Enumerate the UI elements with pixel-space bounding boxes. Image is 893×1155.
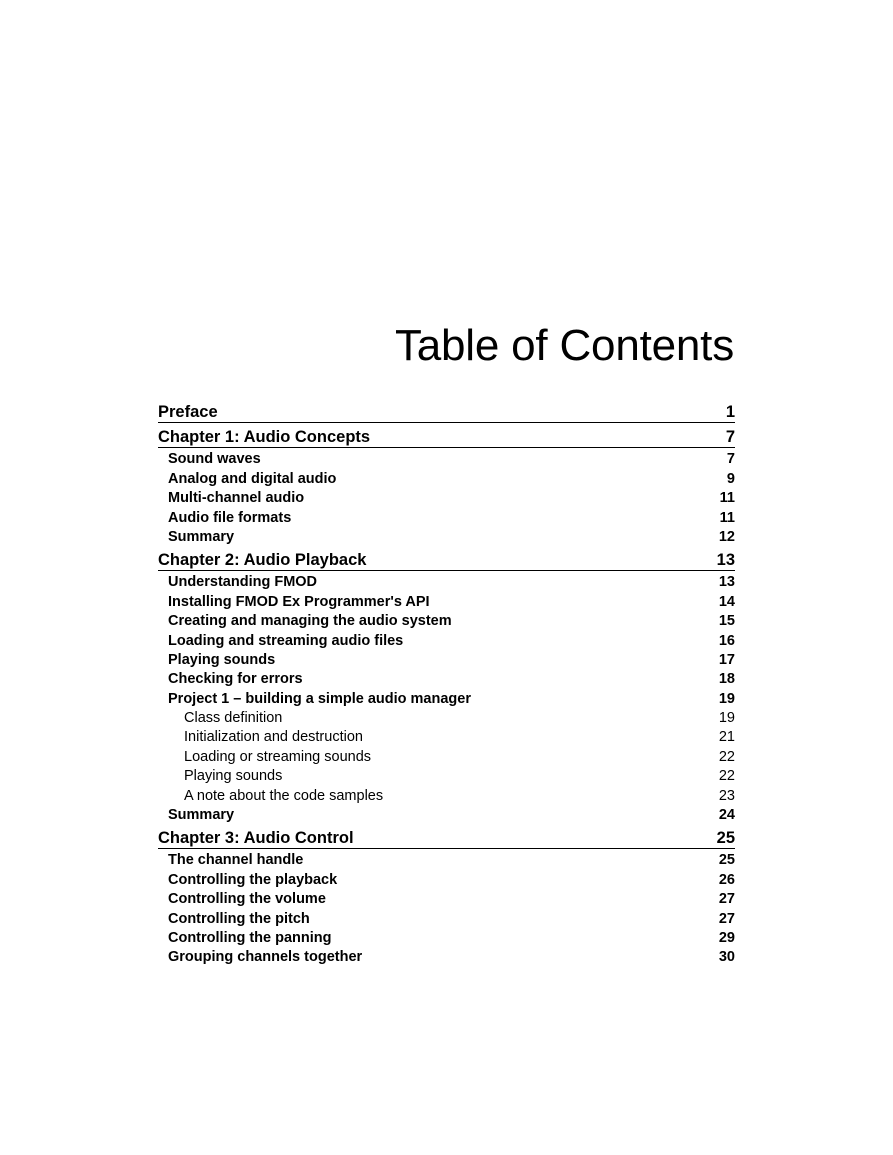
toc-entry-page-number: 12 — [718, 528, 735, 545]
toc-entry-section[interactable] — [158, 688, 735, 707]
toc-entry-label: The channel handle — [168, 852, 304, 869]
toc-entry-label: Installing FMOD Ex Programmer's API — [168, 593, 430, 610]
toc-entry-label: Grouping channels together — [168, 949, 363, 966]
page-title: Table of Contents — [394, 321, 734, 370]
toc-entry-page-number: 18 — [718, 671, 735, 688]
toc-entry-page-number: 21 — [718, 729, 735, 746]
toc-entry-page-number: 23 — [718, 787, 735, 804]
toc-entry-label: Understanding FMOD — [168, 574, 318, 591]
toc-entry-page-number: 25 — [718, 852, 735, 869]
toc-entry-label: Analog and digital audio — [168, 470, 337, 487]
toc-entry-page-number: 22 — [718, 748, 735, 765]
toc-entry-section[interactable] — [158, 928, 735, 947]
toc-entry-page-number: 27 — [718, 891, 735, 908]
toc-entry-subsection[interactable] — [158, 727, 735, 746]
table-of-contents — [158, 400, 735, 966]
toc-entry-chapter[interactable] — [158, 826, 735, 849]
toc-entry-label: Audio file formats — [168, 509, 292, 526]
toc-entry-label: Project 1 – building a simple audio manager — [168, 690, 471, 707]
toc-entry-label: Controlling the pitch — [168, 910, 310, 927]
toc-entry-chapter[interactable] — [158, 400, 735, 423]
toc-entry-section[interactable] — [158, 650, 735, 669]
toc-entry-page-number: 17 — [718, 651, 735, 668]
toc-entry-page-number: 22 — [718, 768, 735, 785]
toc-entry-section[interactable] — [158, 908, 735, 927]
toc-entry-label: Loading or streaming sounds — [184, 748, 372, 765]
toc-entry-label: Class definition — [184, 710, 283, 727]
toc-entry-section[interactable] — [158, 947, 735, 966]
toc-entry-label: Checking for errors — [168, 671, 303, 688]
toc-entry-label: Multi-channel audio — [168, 490, 305, 507]
toc-entry-page-number: 7 — [726, 451, 735, 468]
toc-entry-page-number: 19 — [718, 710, 735, 727]
toc-entry-section[interactable] — [158, 468, 735, 487]
toc-entry-section[interactable] — [158, 488, 735, 507]
toc-entry-page-number: 26 — [718, 871, 735, 888]
toc-entry-label: Controlling the panning — [168, 929, 332, 946]
toc-entry-page-number: 29 — [718, 929, 735, 946]
toc-entry-label: Chapter 1: Audio Concepts — [158, 428, 371, 446]
toc-entry-page-number: 7 — [725, 428, 735, 446]
toc-entry-section[interactable] — [158, 591, 735, 610]
toc-entry-label: Controlling the volume — [168, 891, 326, 908]
toc-entry-page-number: 14 — [718, 593, 735, 610]
toc-entry-chapter[interactable] — [158, 548, 735, 571]
toc-entry-section[interactable] — [158, 630, 735, 649]
toc-entry-label: Creating and managing the audio system — [168, 613, 452, 630]
toc-entry-chapter[interactable] — [158, 425, 735, 448]
toc-entry-page-number: 25 — [716, 829, 735, 848]
toc-entry-section[interactable] — [158, 850, 735, 869]
toc-entry-page-number: 19 — [718, 690, 735, 707]
toc-entry-section[interactable] — [158, 889, 735, 908]
toc-entry-section[interactable] — [158, 572, 735, 591]
toc-entry-subsection[interactable] — [158, 785, 735, 804]
toc-entry-page-number: 1 — [725, 403, 735, 421]
toc-entry-subsection[interactable] — [158, 746, 735, 765]
toc-entry-page-number: 24 — [718, 807, 735, 824]
toc-entry-section[interactable] — [158, 805, 735, 824]
toc-entry-page-number: 30 — [718, 949, 735, 966]
toc-entry-page-number: 16 — [718, 632, 735, 649]
toc-entry-page-number: 11 — [719, 490, 735, 507]
toc-entry-label: Summary — [168, 528, 235, 545]
toc-entry-page-number: 13 — [718, 574, 735, 591]
toc-entry-label: Controlling the playback — [168, 871, 338, 888]
toc-entry-page-number: 9 — [726, 470, 735, 487]
toc-entry-page-number: 15 — [718, 613, 735, 630]
toc-entry-section[interactable] — [158, 507, 735, 526]
toc-entry-section[interactable] — [158, 669, 735, 688]
toc-entry-subsection[interactable] — [158, 766, 735, 785]
toc-entry-subsection[interactable] — [158, 708, 735, 727]
toc-entry-label: Preface — [158, 403, 218, 421]
toc-entry-section[interactable] — [158, 869, 735, 888]
toc-entry-page-number: 11 — [719, 509, 735, 526]
toc-entry-section[interactable] — [158, 527, 735, 546]
toc-entry-page-number: 27 — [718, 910, 735, 927]
toc-entry-label: Loading and streaming audio files — [168, 632, 404, 649]
toc-entry-label: Playing sounds — [168, 651, 276, 668]
toc-entry-label: Chapter 3: Audio Control — [158, 829, 354, 848]
toc-entry-page-number: 13 — [716, 550, 735, 569]
toc-entry-label: Initialization and destruction — [184, 729, 363, 746]
toc-entry-label: Chapter 2: Audio Playback — [158, 550, 367, 569]
toc-entry-section[interactable] — [158, 611, 735, 630]
toc-entry-label: Summary — [168, 807, 235, 824]
toc-entry-label: A note about the code samples — [184, 787, 384, 804]
toc-entry-label: Sound waves — [168, 451, 261, 468]
toc-entry-label: Playing sounds — [184, 768, 283, 785]
toc-entry-section[interactable] — [158, 449, 735, 468]
